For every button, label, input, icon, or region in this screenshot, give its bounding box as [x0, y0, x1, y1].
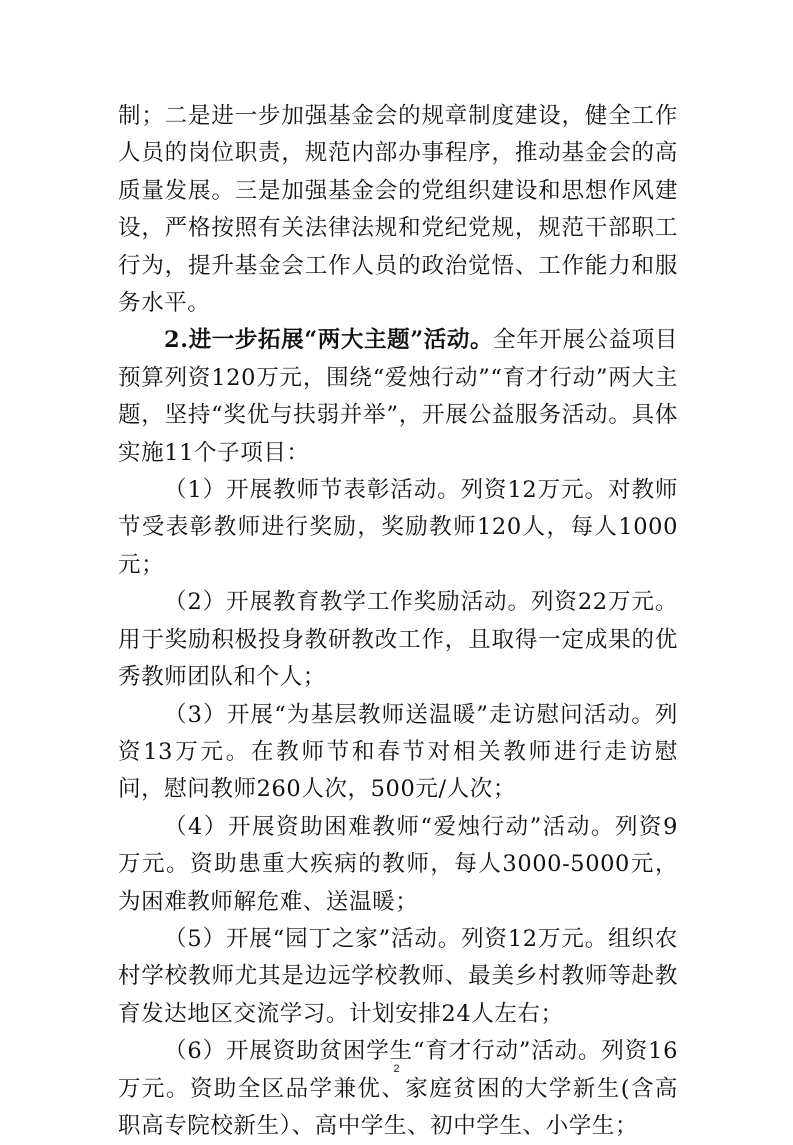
paragraph-text: （3）开展“为基层教师送温暖”走访慰问活动。列资13万元。在教师节和春节对相关教师进行走访慰问，慰问教师260人次，500元/人次； — [118, 701, 678, 803]
paragraph-text: （2）开展教育教学工作奖励活动。列资22万元。用于奖励积极投身教研教改工作，且取得一定成果的优秀教师团队和个人； — [118, 589, 678, 691]
paragraph-item-5 — [118, 921, 678, 1033]
paragraph-continuation — [118, 98, 678, 322]
page-number: 2 — [393, 1063, 400, 1075]
paragraph-text: （4）开展资助困难教师“爱烛行动”活动。列资9万元。资助患重大疾病的教师，每人3000-5000元，为困难教师解危难、送温暖； — [118, 813, 678, 915]
paragraph-item-2 — [118, 584, 678, 696]
paragraph-text: （1）开展教师节表彰活动。列资12万元。对教师节受表彰教师进行奖励，奖励教师120人，每人1000元； — [118, 477, 678, 578]
section-heading: 2.进一步拓展“两大主题”活动。 — [164, 327, 494, 354]
paragraph-item-4 — [118, 809, 678, 921]
paragraph-item-3 — [118, 697, 678, 809]
paragraph-text: 全年开展公益项目预算列资120万元，围绕“爱烛行动”“育才行动”两大主题，坚持“奖优与扶弱并举”，开展公益服务活动。具体实施11个子项目： — [118, 327, 678, 466]
paragraph-text: 制；二是进一步加强基金会的规章制度建设，健全工作人员的岗位职责，规范内部办事程序，推动基金会的高质量发展。三是加强基金会的党组织建设和思想作风建设，严格按照有关法律法规和党纪党规，规范干部职工行为，提升基金会工作人员的政治觉悟、工作能力和服务水平。 — [118, 103, 678, 317]
document-body — [118, 98, 678, 1145]
paragraph-item-1 — [118, 472, 678, 584]
paragraph-text: （5）开展“园丁之家”活动。列资12万元。组织农村学校教师尤其是边远学校教师、最美乡村教师等赴教育发达地区交流学习。计划安排24人左右； — [118, 925, 678, 1027]
paragraph-section-2 — [118, 322, 678, 472]
paragraph-item-6 — [118, 1033, 678, 1145]
paragraph-text: （6）开展资助贫困学生“育才行动”活动。列资16万元。资助全区品学兼优、家庭贫困的大学新生(含高职高专院校新生）、高中学生、初中学生、小学生； — [118, 1038, 678, 1139]
